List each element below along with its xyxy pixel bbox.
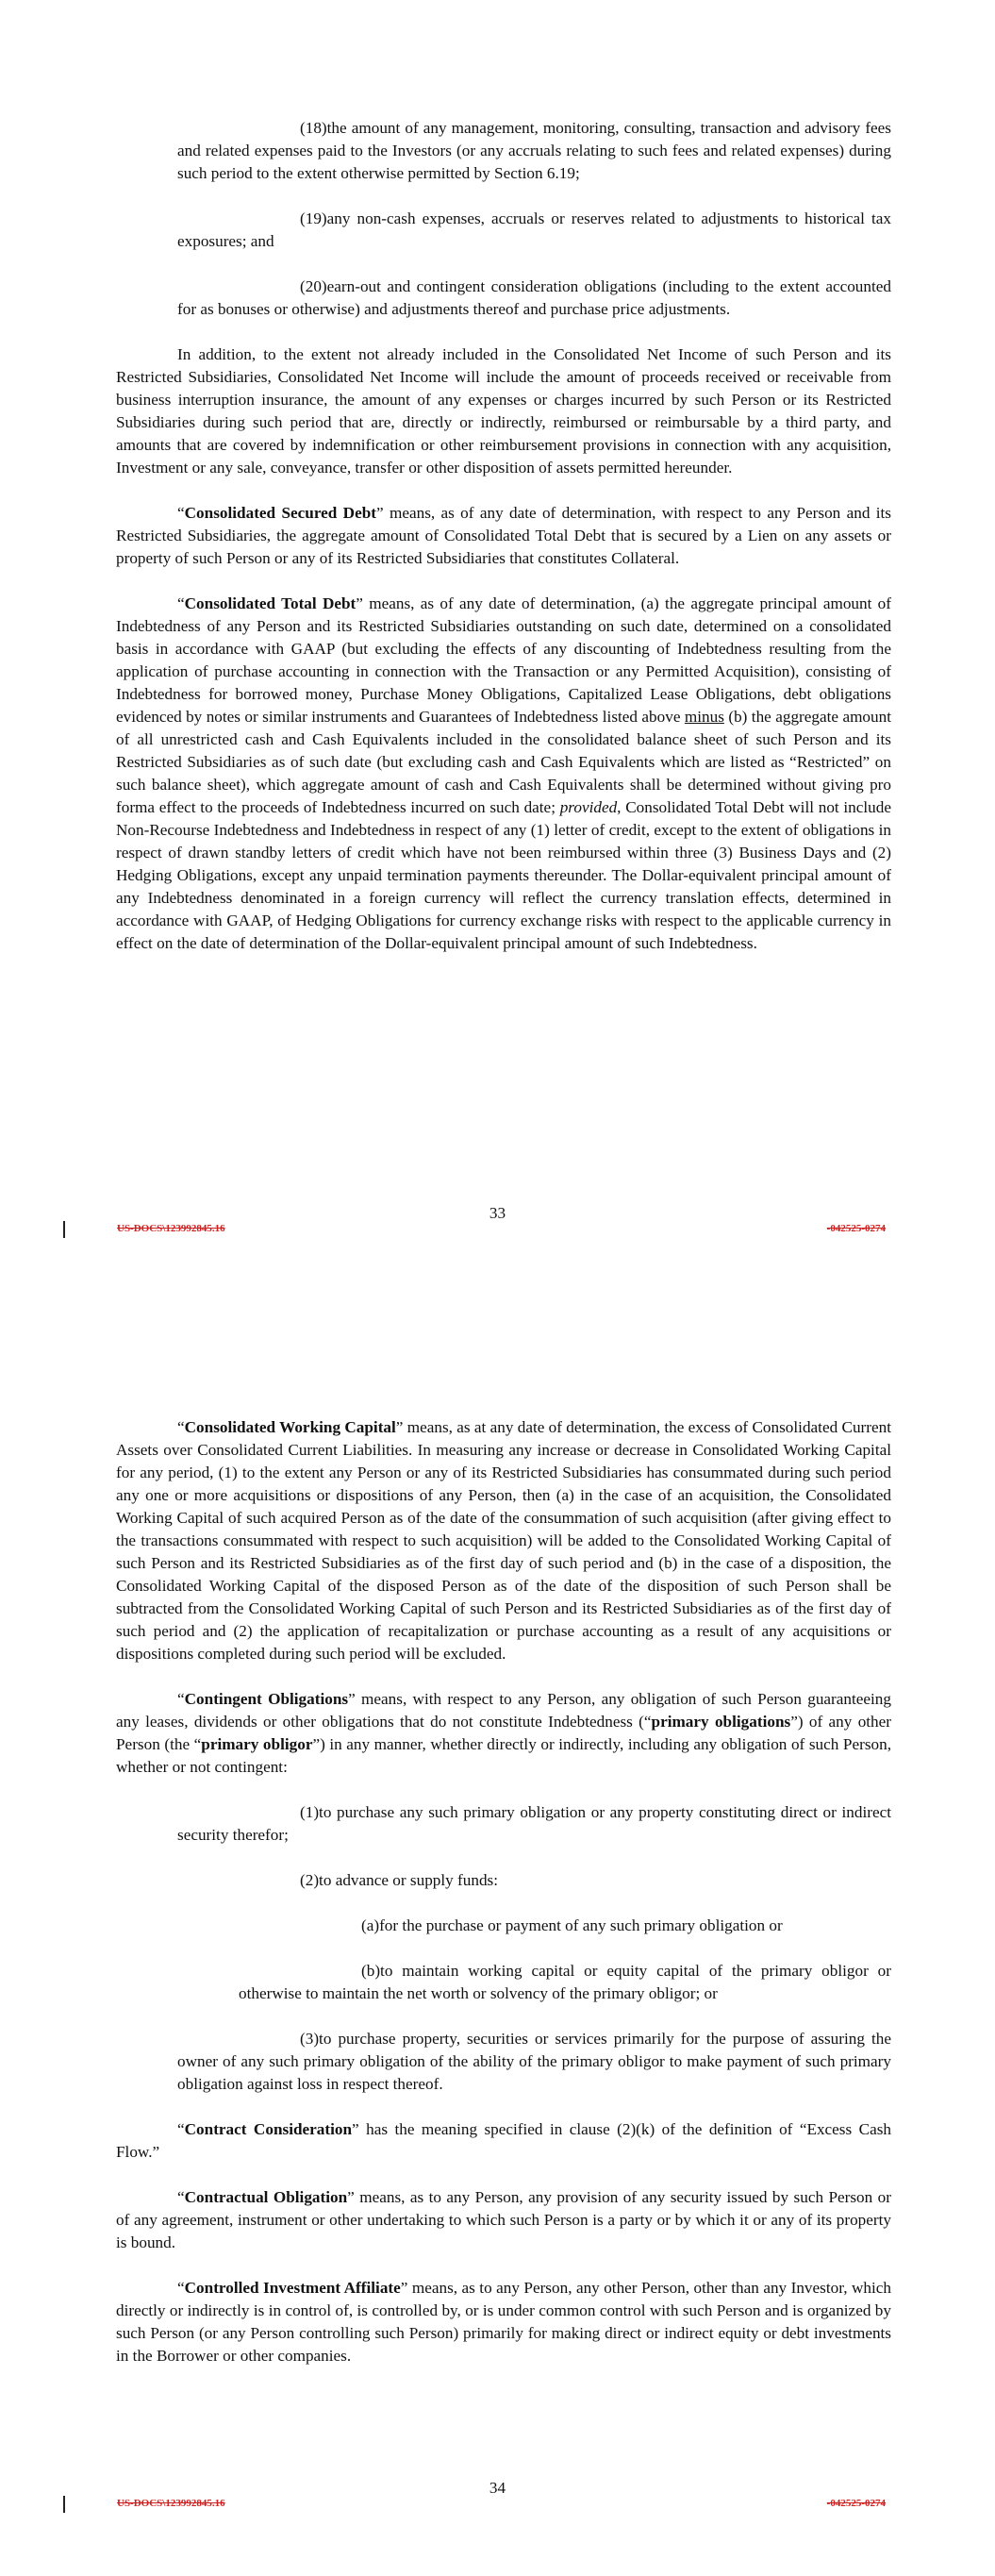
open-quote: “ bbox=[177, 2188, 185, 2206]
page-number: 34 bbox=[489, 2479, 506, 2497]
footer-matter-number: -042525-0274 bbox=[826, 1223, 886, 1234]
definition-text: , Consolidated Total Debt will not include Non-Recourse Indebtedness and Indebtedness in respect of any (1) letter of credit, except to the extent of obligations in respect of drawn standby letters of credit which have not been reimbursed within three (3) Business Days and (2) Hedging Obligations, except any unpaid termination payments thereunder. The Dollar-equivalent principal amount of any Indebtedness denominated in a foreign currency will reflect the currency translation effects, determined in accordance with GAAP, of Hedging Obligations for currency exchange risks with respect to the applicable currency in effect on the date of determination of the Dollar-equivalent principal amount of such Indebtedness. bbox=[116, 798, 892, 952]
definition-text: means, as to any Person, any provision of any security issued by such Person or of any agreement, instrument or other undertaking to which such Person is a party or by which it or any of its property is bound. bbox=[116, 2188, 891, 2251]
clause-19 bbox=[177, 208, 891, 253]
defined-term-primary-obligations: primary obligations bbox=[651, 1713, 791, 1731]
clause-number: (3) bbox=[300, 2030, 320, 2048]
clause-number: (b) bbox=[361, 1962, 381, 1980]
open-quote: “ bbox=[177, 1690, 185, 1708]
clause-text: to maintain working capital or equity capital of the primary obligor or otherwise to maintain the net worth or solvency of the primary obligor; or bbox=[239, 1962, 891, 2002]
page-body bbox=[116, 1416, 891, 2390]
clause-2 bbox=[177, 1869, 891, 1892]
definition-contract-consideration bbox=[116, 2118, 891, 2164]
open-quote: “ bbox=[177, 2120, 185, 2138]
clause-number: (2) bbox=[300, 1871, 320, 1889]
minus-underlined: minus bbox=[684, 708, 724, 726]
open-quote: “ bbox=[177, 1418, 185, 1436]
clause-text: the amount of any management, monitoring, consulting, transaction and advisory fees and related expenses paid to the Investors (or any accruals relating to such fees and related expenses) during such period to the extent otherwise permitted by Section 6.19; bbox=[177, 119, 891, 182]
close-quote: ” bbox=[348, 1690, 356, 1708]
open-quote: “ bbox=[177, 504, 185, 522]
clause-text: to purchase any such primary obligation or any property constituting direct or indirect security therefor; bbox=[177, 1803, 891, 1844]
clause-number: (20) bbox=[300, 277, 327, 295]
clause-text: earn-out and contingent consideration obligations (including to the extent accounted for as bonuses or otherwise) and adjustments thereof and purchase price adjustments. bbox=[177, 277, 891, 318]
definition-text: means, as at any date of determination, the excess of Consolidated Current Assets over Consolidated Current Liabilities. In measuring any increase or decrease in Consolidated Working Capital for any period, (1) to the extent any Person or any of its Restricted Subsidiaries has consummated during such period any one or more acquisitions or dispositions of any Person, then (a) in the case of an acquisition, the Consolidated Working Capital of such acquired Person as of the date of the consummation of such acquisition (after giving effect to the transactions consummated with respect to such acquisition) will be added to the Consolidated Working Capital of such Person and its Restricted Subsidiaries as of the first day of such period and (b) in the case of a disposition, the Consolidated Working Capital of the disposed Person as of the date of the disposition of such Person shall be subtracted from the Consolidated Working Capital of such Person and its Restricted Subsidiaries as of the first day of such period and (2) the application of recapitalization or purchase accounting as a result of any acquisitions or dispositions completed during such period will be excluded. bbox=[116, 1418, 891, 1663]
defined-term: Controlled Investment Affiliate bbox=[184, 2279, 401, 2297]
definition-contractual-obligation bbox=[116, 2186, 891, 2254]
provided-italic: provided bbox=[559, 798, 618, 816]
definition-consolidated-working-capital bbox=[116, 1416, 891, 1665]
in-addition-paragraph: In addition, to the extent not already included in the Consolidated Net Income of such Person and its Restricted Subsidiaries, Consolidated Net Income will include the amount of proceeds received or receivable from business interruption insurance, the amount of any expenses or charges incurred by such Person or its Restricted Subsidiaries during such period that are, directly or indirectly, reimbursed or reimbursable by a third party, and amounts that are covered by indemnification or other reimbursement provisions in connection with any acquisition, Investment or any sale, conveyance, transfer or other disposition of assets permitted hereunder. bbox=[116, 345, 891, 477]
clause-text: for the purchase or payment of any such primary obligation or bbox=[379, 1916, 783, 1934]
close-quote: ” bbox=[400, 2279, 408, 2297]
definition-text: ”) in any manner, whether directly or indirectly, including any obligation of such Person, whether or not contingent: bbox=[116, 1735, 891, 1776]
footer-matter-number: -042525-0274 bbox=[826, 2498, 886, 2509]
clause-1 bbox=[177, 1801, 891, 1847]
clause-number: (19) bbox=[300, 209, 327, 227]
clause-18 bbox=[177, 117, 891, 185]
close-quote: ” bbox=[352, 2120, 359, 2138]
clause-20 bbox=[177, 276, 891, 321]
document-page-34 bbox=[0, 1288, 995, 2576]
definition-controlled-investment-affiliate bbox=[116, 2277, 891, 2367]
page-body bbox=[116, 117, 891, 978]
defined-term: Consolidated Working Capital bbox=[184, 1418, 396, 1436]
definition-text: means, with respect to any Person, any obligation of such Person guaranteeing any leases, dividends or other obligations that do not constitute Indebtedness (“ bbox=[116, 1690, 891, 1731]
definition-consolidated-total-debt bbox=[116, 593, 891, 955]
definition-text: has the meaning specified in clause (2)(k) of the definition of “Excess Cash Flow.” bbox=[116, 2120, 891, 2161]
definition-text: (b) the aggregate amount of all unrestricted cash and Cash Equivalents included in the consolidated balance sheet of such Person and its Restricted Subsidiaries as of such date (but excluding cash and Cash Equivalents which are listed as “Restricted” on such balance sheet), which aggregate amount of cash and Cash Equivalents shall be determined without giving pro forma effect to the proceeds of Indebtedness incurred on such date; bbox=[116, 708, 891, 816]
definition-text: ”) of any other Person (the “ bbox=[116, 1713, 892, 1753]
clause-2a bbox=[239, 1915, 891, 1937]
footer-doc-id: US-DOCS\123992845.16 bbox=[117, 2498, 225, 2509]
clause-2b bbox=[239, 1960, 891, 2005]
clause-text: any non-cash expenses, accruals or reserves related to adjustments to historical tax exposures; and bbox=[177, 209, 891, 250]
clause-number: (a) bbox=[361, 1916, 380, 1934]
close-quote: ” bbox=[347, 2188, 355, 2206]
change-bar bbox=[63, 2496, 65, 2513]
clause-text: to purchase property, securities or services primarily for the purpose of assuring the owner of any such primary obligation of the ability of the primary obligor to make payment of such primary obligation against loss in respect thereof. bbox=[177, 2030, 891, 2093]
clause-number: (18) bbox=[300, 119, 327, 137]
definition-contingent-obligations bbox=[116, 1688, 891, 1779]
defined-term: Consolidated Secured Debt bbox=[184, 504, 376, 522]
definition-consolidated-secured-debt bbox=[116, 502, 891, 570]
close-quote: ” bbox=[376, 504, 384, 522]
open-quote: “ bbox=[177, 2279, 185, 2297]
defined-term: Consolidated Total Debt bbox=[184, 594, 357, 612]
close-quote: ” bbox=[356, 594, 363, 612]
definition-text: means, as of any date of determination, (a) the aggregate principal amount of Indebtedness of any Person and its Restricted Subsidiaries outstanding on such date, determined on a consolidated basis in accordance with GAAP (but excluding the effects of any discounting of Indebtedness resulting from the application of purchase accounting in connection with the Transaction or any Permitted Acquisition), consisting of Indebtedness for borrowed money, Purchase Money Obligations, Capitalized Lease Obligations, debt obligations evidenced by notes or similar instruments and Guarantees of Indebtedness listed above bbox=[116, 594, 892, 726]
clause-number: (1) bbox=[300, 1803, 320, 1821]
open-quote: “ bbox=[177, 594, 185, 612]
defined-term: Contingent Obligations bbox=[184, 1690, 349, 1708]
footer-doc-id: US-DOCS\123992845.16 bbox=[117, 1223, 225, 1234]
change-bar bbox=[63, 1221, 65, 1238]
definition-text: means, as to any Person, any other Person, other than any Investor, which directly or indirectly is in control of, is controlled by, or is under common control with such Person and is organized by such Person (or any Person controlling such Person) primarily for making direct or indirect equity or debt investments in the Borrower or other companies. bbox=[116, 2279, 891, 2365]
defined-term: Contractual Obligation bbox=[184, 2188, 348, 2206]
defined-term-primary-obligor: primary obligor bbox=[201, 1735, 313, 1753]
clause-3 bbox=[177, 2028, 891, 2096]
close-quote: ” bbox=[395, 1418, 404, 1436]
clause-text: to advance or supply funds: bbox=[319, 1871, 499, 1889]
defined-term: Contract Consideration bbox=[184, 2120, 353, 2138]
definition-text: means, as of any date of determination, with respect to any Person and its Restricted Subsidiaries, the aggregate amount of Consolidated Total Debt that is secured by a Lien on any assets or property of such Person or any of its Restricted Subsidiaries that constitutes Collateral. bbox=[116, 504, 892, 567]
page-number: 33 bbox=[489, 1204, 506, 1222]
